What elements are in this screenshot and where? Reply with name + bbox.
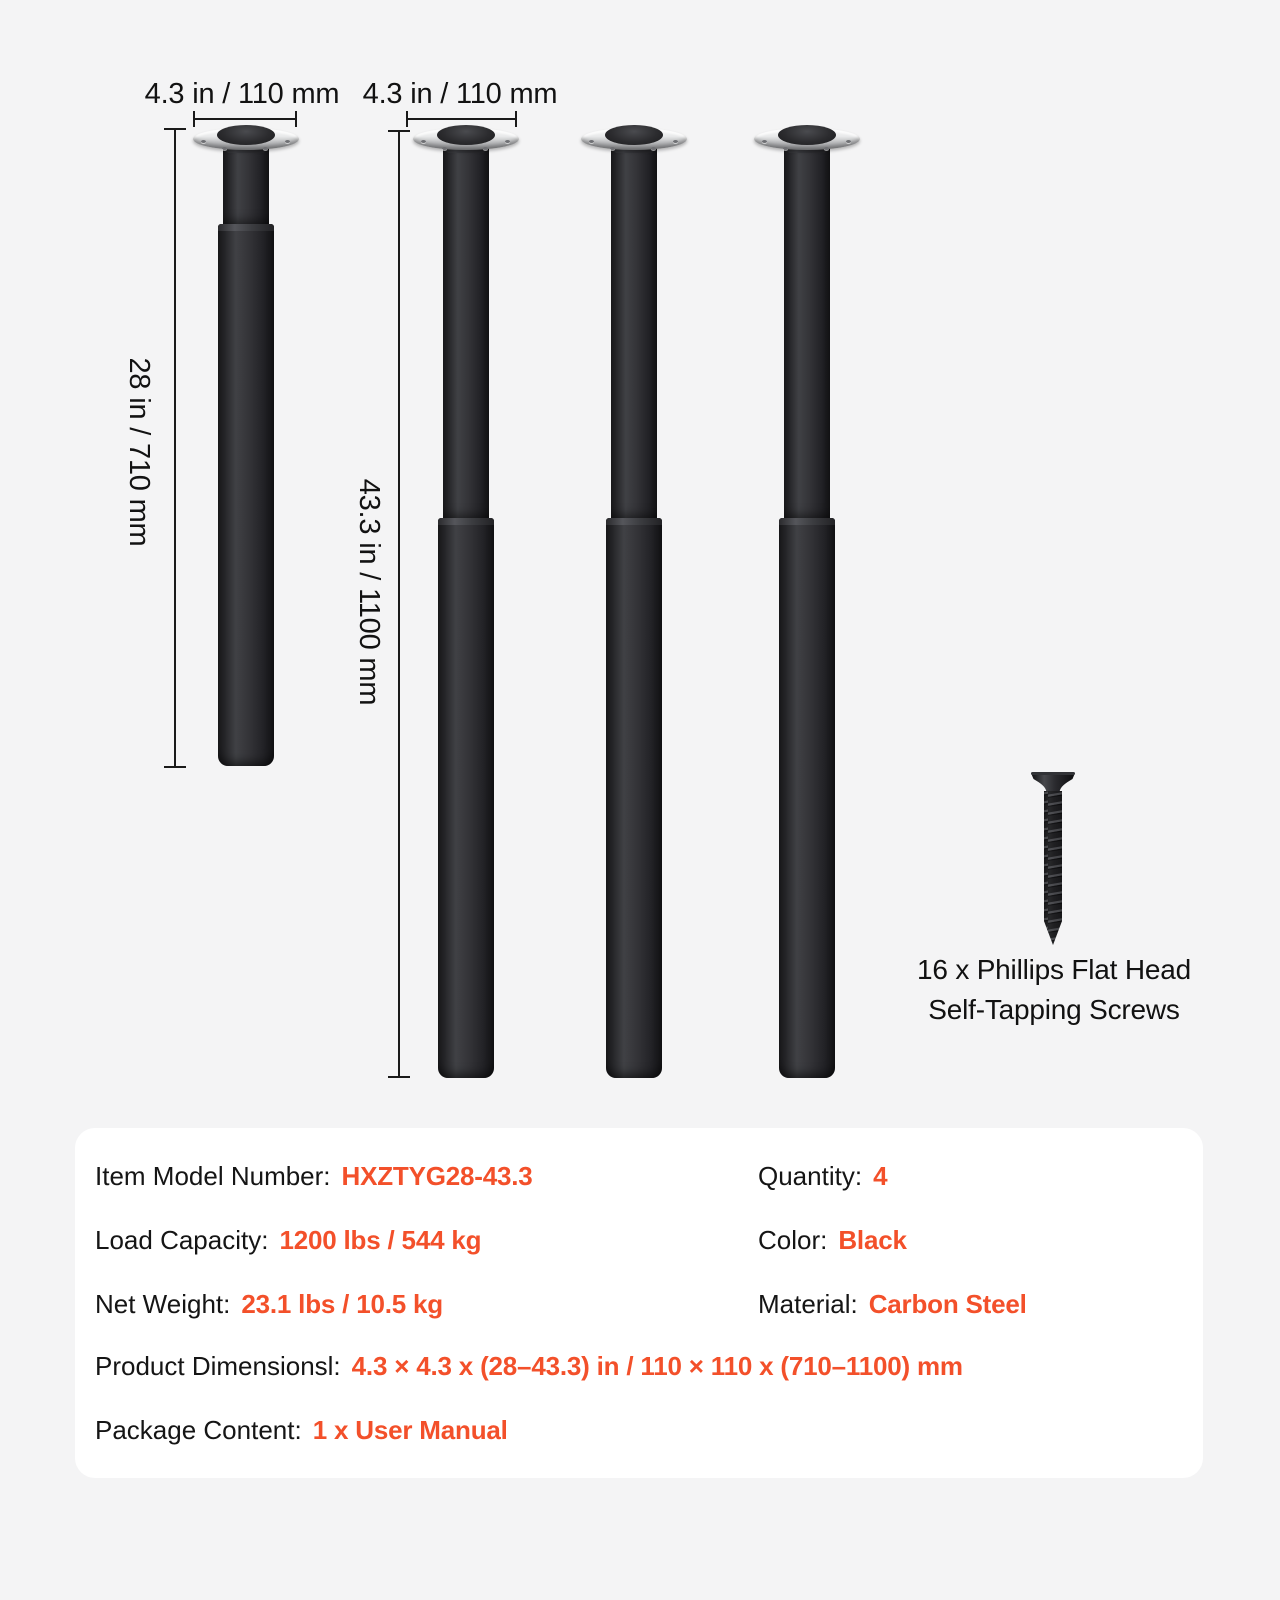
plate-screw-hole [483,147,488,150]
spec-row-quantity [758,1160,887,1192]
spec-value: 4 [873,1161,888,1191]
spec-value: Carbon Steel [868,1289,1027,1319]
spec-row-net-weight [95,1288,443,1320]
spec-label: Package Content: [95,1415,302,1445]
leg-upper-tube [784,142,830,520]
width-dimension-label-left: 4.3 in / 110 mm [144,78,340,110]
height-dimension-line-tall [398,130,400,1078]
spec-row-load-capacity [95,1224,481,1256]
spec-row-package-content [95,1414,508,1446]
spec-label: Product Dimensionsl: [95,1351,341,1381]
leg-lower-tube [218,224,274,766]
leg-mounting-plate [581,128,687,154]
leg-mounting-plate [413,128,519,154]
spec-value: HXZTYG28-43.3 [341,1161,533,1191]
screw-image [1030,771,1076,947]
spec-value: 4.3 × 4.3 x (28–43.3) in / 110 × 110 x (710–1100) mm [351,1351,963,1381]
screw-caption-line2: Self-Tapping Screws [928,994,1180,1025]
plate-screw-hole [222,147,227,150]
plate-screw-hole [651,147,656,150]
spec-label: Item Model Number: [95,1161,331,1191]
spec-label: Color: [758,1225,828,1255]
spec-value: 1200 lbs / 544 kg [279,1225,482,1255]
leg-upper-tube [611,142,657,520]
screw-caption-line1: 16 x Phillips Flat Head [917,954,1191,985]
leg-upper-tube [443,142,489,520]
spec-value: Black [838,1225,907,1255]
screw-caption [878,950,1230,1030]
spec-card [75,1128,1203,1478]
plate-screw-hole [783,147,788,150]
table-leg-retracted-image [193,128,299,768]
table-leg-extended-image [413,128,519,1080]
leg-mounting-plate [193,128,299,154]
spec-value: 23.1 lbs / 10.5 kg [241,1289,443,1319]
leg-mounting-plate [754,128,860,154]
spec-label: Load Capacity: [95,1225,269,1255]
plate-screw-hole [824,147,829,150]
height-dimension-line-short [174,128,176,768]
leg-lower-tube [438,518,494,1078]
height-dimension-label-tall: 43.3 in / 1100 mm [353,478,385,706]
spec-label: Net Weight: [95,1289,231,1319]
plate-screw-hole [263,147,268,150]
spec-value: 1 x User Manual [312,1415,508,1445]
leg-upper-tube [223,142,269,226]
plate-screw-hole [610,147,615,150]
height-dimension-label-short: 28 in / 710 mm [123,357,155,547]
plate-screw-hole [442,147,447,150]
table-leg-extended-image [754,128,860,1080]
spec-row-product-dimensions [95,1350,963,1382]
width-dimension-label-right: 4.3 in / 110 mm [362,78,558,110]
width-dimension-line-right [406,118,517,120]
spec-row-model-number [95,1160,533,1192]
spec-row-material [758,1288,1027,1320]
table-leg-extended-image [581,128,687,1080]
spec-row-color [758,1224,907,1256]
leg-lower-tube [606,518,662,1078]
width-dimension-line-left [193,118,297,120]
spec-label: Quantity: [758,1161,863,1191]
leg-lower-tube [779,518,835,1078]
spec-label: Material: [758,1289,858,1319]
